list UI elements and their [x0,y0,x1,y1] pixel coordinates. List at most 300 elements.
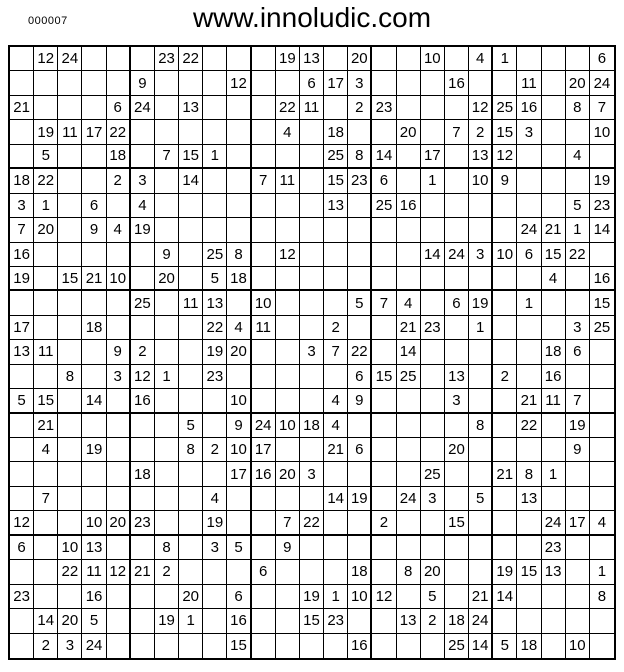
grid-cell-empty[interactable] [397,71,421,95]
grid-cell-empty[interactable] [203,120,227,144]
grid-cell-empty[interactable] [300,316,324,340]
grid-cell-empty[interactable] [82,243,106,267]
grid-cell-empty[interactable] [372,609,396,633]
grid-cell-empty[interactable] [203,585,227,609]
grid-cell-empty[interactable] [276,71,300,95]
grid-cell-empty[interactable] [372,316,396,340]
grid-cell-empty[interactable] [590,365,614,389]
grid-cell-empty[interactable] [542,316,566,340]
grid-cell-empty[interactable] [155,438,179,462]
grid-cell-empty[interactable] [517,194,541,218]
grid-cell-empty[interactable] [397,462,421,486]
grid-cell-empty[interactable] [155,634,179,658]
grid-cell-empty[interactable] [227,511,251,535]
grid-cell-empty[interactable] [324,560,348,584]
grid-cell-empty[interactable] [517,536,541,560]
grid-cell-empty[interactable] [372,414,396,438]
grid-cell-empty[interactable] [324,218,348,242]
grid-cell-empty[interactable] [517,340,541,364]
grid-cell-empty[interactable] [493,414,517,438]
grid-cell-empty[interactable] [324,462,348,486]
grid-cell-empty[interactable] [348,267,372,291]
grid-cell-empty[interactable] [517,145,541,169]
grid-cell-empty[interactable] [348,218,372,242]
grid-cell-empty[interactable] [445,96,469,120]
grid-cell-empty[interactable] [227,487,251,511]
grid-cell-empty[interactable] [10,487,34,511]
grid-cell-empty[interactable] [276,218,300,242]
grid-cell-empty[interactable] [107,462,131,486]
grid-cell-empty[interactable] [203,169,227,193]
grid-cell-empty[interactable] [397,169,421,193]
grid-cell-empty[interactable] [566,585,590,609]
grid-cell-empty[interactable] [469,462,493,486]
grid-cell-empty[interactable] [107,536,131,560]
grid-cell-empty[interactable] [58,96,82,120]
grid-cell-empty[interactable] [372,560,396,584]
grid-cell-empty[interactable] [131,634,155,658]
grid-cell-empty[interactable] [445,218,469,242]
grid-cell-empty[interactable] [131,145,155,169]
grid-cell-empty[interactable] [445,585,469,609]
grid-cell-empty[interactable] [58,438,82,462]
grid-cell-empty[interactable] [493,389,517,413]
grid-cell-empty[interactable] [155,585,179,609]
grid-cell-empty[interactable] [179,634,203,658]
grid-cell-empty[interactable] [131,487,155,511]
grid-cell-empty[interactable] [590,438,614,462]
grid-cell-empty[interactable] [179,316,203,340]
grid-cell-empty[interactable] [517,267,541,291]
grid-cell-empty[interactable] [397,634,421,658]
grid-cell-empty[interactable] [469,511,493,535]
grid-cell-empty[interactable] [397,585,421,609]
grid-cell-empty[interactable] [252,365,276,389]
grid-cell-empty[interactable] [10,634,34,658]
grid-cell-empty[interactable] [445,145,469,169]
grid-cell-empty[interactable] [445,340,469,364]
grid-cell-empty[interactable] [566,365,590,389]
grid-cell-empty[interactable] [107,71,131,95]
grid-cell-empty[interactable] [10,145,34,169]
grid-cell-empty[interactable] [542,585,566,609]
grid-cell-empty[interactable] [324,267,348,291]
grid-cell-empty[interactable] [372,438,396,462]
grid-cell-empty[interactable] [252,267,276,291]
grid-cell-empty[interactable] [58,145,82,169]
grid-cell-empty[interactable] [107,609,131,633]
grid-cell-empty[interactable] [493,536,517,560]
grid-cell-empty[interactable] [179,218,203,242]
grid-cell-empty[interactable] [517,585,541,609]
grid-cell-empty[interactable] [276,316,300,340]
grid-cell-empty[interactable] [517,438,541,462]
grid-cell-empty[interactable] [421,438,445,462]
grid-cell-empty[interactable] [58,340,82,364]
grid-cell-empty[interactable] [155,462,179,486]
grid-cell-empty[interactable] [203,560,227,584]
grid-cell-empty[interactable] [421,120,445,144]
grid-cell-empty[interactable] [469,536,493,560]
grid-cell-empty[interactable] [397,145,421,169]
grid-cell-empty[interactable] [34,243,58,267]
grid-cell-empty[interactable] [324,365,348,389]
grid-cell-empty[interactable] [179,267,203,291]
grid-cell-empty[interactable] [34,267,58,291]
grid-cell-empty[interactable] [542,487,566,511]
grid-cell-empty[interactable] [397,218,421,242]
grid-cell-empty[interactable] [397,267,421,291]
grid-cell-empty[interactable] [10,47,34,71]
grid-cell-empty[interactable] [493,609,517,633]
grid-cell-empty[interactable] [493,291,517,315]
grid-cell-empty[interactable] [445,267,469,291]
grid-cell-empty[interactable] [421,634,445,658]
grid-cell-empty[interactable] [252,389,276,413]
grid-cell-empty[interactable] [252,634,276,658]
grid-cell-empty[interactable] [227,120,251,144]
grid-cell-empty[interactable] [155,487,179,511]
grid-cell-empty[interactable] [300,560,324,584]
grid-cell-empty[interactable] [542,169,566,193]
grid-cell-empty[interactable] [155,511,179,535]
grid-cell-empty[interactable] [421,340,445,364]
grid-cell-empty[interactable] [517,511,541,535]
grid-cell-empty[interactable] [179,243,203,267]
grid-cell-empty[interactable] [276,340,300,364]
grid-cell-empty[interactable] [493,438,517,462]
grid-cell-empty[interactable] [445,194,469,218]
grid-cell-empty[interactable] [493,218,517,242]
grid-cell-empty[interactable] [179,462,203,486]
grid-cell-empty[interactable] [542,120,566,144]
grid-cell-empty[interactable] [34,71,58,95]
grid-cell-empty[interactable] [590,243,614,267]
grid-cell-empty[interactable] [324,243,348,267]
grid-cell-empty[interactable] [300,291,324,315]
grid-cell-empty[interactable] [590,340,614,364]
grid-cell-empty[interactable] [421,536,445,560]
grid-cell-empty[interactable] [469,340,493,364]
grid-cell-empty[interactable] [252,218,276,242]
grid-cell-empty[interactable] [421,267,445,291]
grid-cell-empty[interactable] [517,47,541,71]
grid-cell-empty[interactable] [348,609,372,633]
grid-cell-empty[interactable] [82,462,106,486]
grid-cell-empty[interactable] [517,609,541,633]
grid-cell-empty[interactable] [397,47,421,71]
grid-cell-empty[interactable] [276,267,300,291]
grid-cell-empty[interactable] [107,585,131,609]
grid-cell-empty[interactable] [34,462,58,486]
grid-cell-empty[interactable] [58,462,82,486]
grid-cell-empty[interactable] [58,511,82,535]
grid-cell-empty[interactable] [348,414,372,438]
grid-cell-empty[interactable] [82,47,106,71]
grid-cell-empty[interactable] [252,47,276,71]
grid-cell-empty[interactable] [397,511,421,535]
grid-cell-empty[interactable] [300,120,324,144]
grid-cell-empty[interactable] [34,291,58,315]
grid-cell-empty[interactable] [300,536,324,560]
grid-cell-empty[interactable] [82,291,106,315]
grid-cell-empty[interactable] [493,316,517,340]
grid-cell-empty[interactable] [227,218,251,242]
grid-cell-empty[interactable] [131,243,155,267]
grid-cell-empty[interactable] [300,145,324,169]
grid-cell-empty[interactable] [566,291,590,315]
grid-cell-empty[interactable] [372,462,396,486]
grid-cell-empty[interactable] [82,414,106,438]
grid-cell-empty[interactable] [131,316,155,340]
grid-cell-empty[interactable] [517,365,541,389]
grid-cell-empty[interactable] [10,438,34,462]
grid-cell-empty[interactable] [227,96,251,120]
grid-cell-empty[interactable] [107,243,131,267]
grid-cell-empty[interactable] [324,536,348,560]
grid-cell-empty[interactable] [348,536,372,560]
grid-cell-empty[interactable] [590,634,614,658]
grid-cell-empty[interactable] [469,389,493,413]
grid-cell-empty[interactable] [397,389,421,413]
grid-cell-empty[interactable] [276,389,300,413]
grid-cell-empty[interactable] [203,634,227,658]
grid-cell-empty[interactable] [493,487,517,511]
grid-cell-empty[interactable] [445,316,469,340]
grid-cell-empty[interactable] [542,438,566,462]
grid-cell-empty[interactable] [372,267,396,291]
grid-cell-empty[interactable] [10,609,34,633]
grid-cell-empty[interactable] [372,71,396,95]
grid-cell-empty[interactable] [469,194,493,218]
grid-cell-empty[interactable] [179,389,203,413]
grid-cell-empty[interactable] [397,536,421,560]
grid-cell-empty[interactable] [10,414,34,438]
grid-cell-empty[interactable] [445,414,469,438]
grid-cell-empty[interactable] [82,96,106,120]
grid-cell-empty[interactable] [58,585,82,609]
grid-cell-empty[interactable] [82,487,106,511]
grid-cell-empty[interactable] [155,169,179,193]
grid-cell-empty[interactable] [300,438,324,462]
grid-cell-empty[interactable] [58,487,82,511]
grid-cell-empty[interactable] [348,511,372,535]
grid-cell-empty[interactable] [155,291,179,315]
grid-cell-empty[interactable] [155,71,179,95]
grid-cell-empty[interactable] [590,389,614,413]
grid-cell-empty[interactable] [179,340,203,364]
grid-cell-empty[interactable] [203,47,227,71]
grid-cell-empty[interactable] [227,169,251,193]
grid-cell-empty[interactable] [421,511,445,535]
grid-cell-empty[interactable] [493,71,517,95]
grid-cell-empty[interactable] [566,47,590,71]
grid-cell-empty[interactable] [566,487,590,511]
grid-cell-empty[interactable] [252,194,276,218]
grid-cell-empty[interactable] [397,438,421,462]
grid-cell-empty[interactable] [10,560,34,584]
grid-cell-empty[interactable] [566,462,590,486]
grid-cell-empty[interactable] [131,585,155,609]
grid-cell-empty[interactable] [372,47,396,71]
grid-cell-empty[interactable] [107,634,131,658]
grid-cell-empty[interactable] [131,536,155,560]
grid-cell-empty[interactable] [300,243,324,267]
grid-cell-empty[interactable] [34,585,58,609]
grid-cell-empty[interactable] [469,560,493,584]
grid-cell-empty[interactable] [203,218,227,242]
grid-cell-empty[interactable] [372,634,396,658]
grid-cell-empty[interactable] [324,291,348,315]
grid-cell-empty[interactable] [421,218,445,242]
grid-cell-empty[interactable] [179,487,203,511]
grid-cell-empty[interactable] [203,609,227,633]
grid-cell-empty[interactable] [421,194,445,218]
grid-cell-empty[interactable] [421,389,445,413]
grid-cell-empty[interactable] [131,609,155,633]
grid-cell-empty[interactable] [107,389,131,413]
grid-cell-empty[interactable] [82,169,106,193]
grid-cell-empty[interactable] [107,47,131,71]
grid-cell-empty[interactable] [445,462,469,486]
grid-cell-empty[interactable] [300,365,324,389]
grid-cell-empty[interactable] [348,243,372,267]
grid-cell-empty[interactable] [252,340,276,364]
grid-cell-empty[interactable] [445,560,469,584]
grid-cell-empty[interactable] [276,365,300,389]
grid-cell-empty[interactable] [58,71,82,95]
grid-cell-empty[interactable] [469,218,493,242]
grid-cell-empty[interactable] [421,71,445,95]
grid-cell-empty[interactable] [397,96,421,120]
grid-cell-empty[interactable] [542,609,566,633]
grid-cell-empty[interactable] [34,536,58,560]
grid-cell-empty[interactable] [227,291,251,315]
grid-cell-empty[interactable] [397,243,421,267]
grid-cell-empty[interactable] [372,487,396,511]
grid-cell-empty[interactable] [227,145,251,169]
grid-cell-empty[interactable] [107,316,131,340]
grid-cell-empty[interactable] [517,316,541,340]
grid-cell-empty[interactable] [82,340,106,364]
grid-cell-empty[interactable] [82,145,106,169]
grid-cell-empty[interactable] [10,365,34,389]
grid-cell-empty[interactable] [566,267,590,291]
grid-cell-empty[interactable] [155,389,179,413]
grid-cell-empty[interactable] [542,194,566,218]
grid-cell-empty[interactable] [324,511,348,535]
grid-cell-empty[interactable] [300,487,324,511]
grid-cell-empty[interactable] [58,291,82,315]
grid-cell-empty[interactable] [276,585,300,609]
grid-cell-empty[interactable] [34,365,58,389]
grid-cell-empty[interactable] [155,218,179,242]
grid-cell-empty[interactable] [324,47,348,71]
grid-cell-empty[interactable] [300,267,324,291]
grid-cell-empty[interactable] [155,120,179,144]
grid-cell-empty[interactable] [179,536,203,560]
grid-cell-empty[interactable] [252,487,276,511]
grid-cell-empty[interactable] [82,365,106,389]
grid-cell-empty[interactable] [155,316,179,340]
grid-cell-empty[interactable] [58,389,82,413]
grid-cell-empty[interactable] [590,462,614,486]
grid-cell-empty[interactable] [300,634,324,658]
grid-cell-empty[interactable] [276,487,300,511]
grid-cell-empty[interactable] [179,71,203,95]
grid-cell-empty[interactable] [252,609,276,633]
grid-cell-empty[interactable] [372,389,396,413]
grid-cell-empty[interactable] [252,536,276,560]
grid-cell-empty[interactable] [179,120,203,144]
grid-cell-empty[interactable] [107,438,131,462]
grid-cell-empty[interactable] [542,291,566,315]
grid-cell-empty[interactable] [58,169,82,193]
grid-cell-empty[interactable] [252,96,276,120]
grid-cell-empty[interactable] [10,462,34,486]
grid-cell-empty[interactable] [179,194,203,218]
grid-cell-empty[interactable] [276,560,300,584]
grid-cell-empty[interactable] [445,169,469,193]
grid-cell-empty[interactable] [276,291,300,315]
grid-cell-empty[interactable] [203,71,227,95]
grid-cell-empty[interactable] [10,120,34,144]
grid-cell-empty[interactable] [469,267,493,291]
grid-cell-empty[interactable] [227,560,251,584]
grid-cell-empty[interactable] [372,536,396,560]
grid-cell-empty[interactable] [179,511,203,535]
grid-cell-empty[interactable] [276,438,300,462]
grid-cell-empty[interactable] [493,340,517,364]
grid-cell-empty[interactable] [276,194,300,218]
grid-cell-empty[interactable] [566,120,590,144]
grid-cell-empty[interactable] [300,169,324,193]
grid-cell-empty[interactable] [107,487,131,511]
grid-cell-empty[interactable] [566,536,590,560]
grid-cell-empty[interactable] [542,71,566,95]
grid-cell-empty[interactable] [252,71,276,95]
grid-cell-empty[interactable] [10,71,34,95]
grid-cell-empty[interactable] [131,414,155,438]
grid-cell-empty[interactable] [252,145,276,169]
grid-cell-empty[interactable] [469,438,493,462]
grid-cell-empty[interactable] [203,96,227,120]
grid-cell-empty[interactable] [445,536,469,560]
grid-cell-empty[interactable] [590,487,614,511]
grid-cell-empty[interactable] [493,267,517,291]
grid-cell-empty[interactable] [34,511,58,535]
grid-cell-empty[interactable] [276,634,300,658]
grid-cell-empty[interactable] [542,414,566,438]
grid-cell-empty[interactable] [252,585,276,609]
grid-cell-empty[interactable] [493,511,517,535]
grid-cell-empty[interactable] [58,316,82,340]
grid-cell-empty[interactable] [590,145,614,169]
grid-cell-empty[interactable] [372,120,396,144]
grid-cell-empty[interactable] [493,194,517,218]
grid-cell-empty[interactable] [372,340,396,364]
grid-cell-empty[interactable] [107,414,131,438]
grid-cell-empty[interactable] [203,462,227,486]
grid-cell-empty[interactable] [421,414,445,438]
grid-cell-empty[interactable] [300,194,324,218]
grid-cell-empty[interactable] [34,560,58,584]
grid-cell-empty[interactable] [566,560,590,584]
grid-cell-empty[interactable] [348,120,372,144]
grid-cell-empty[interactable] [590,609,614,633]
grid-cell-empty[interactable] [372,243,396,267]
grid-cell-empty[interactable] [227,194,251,218]
